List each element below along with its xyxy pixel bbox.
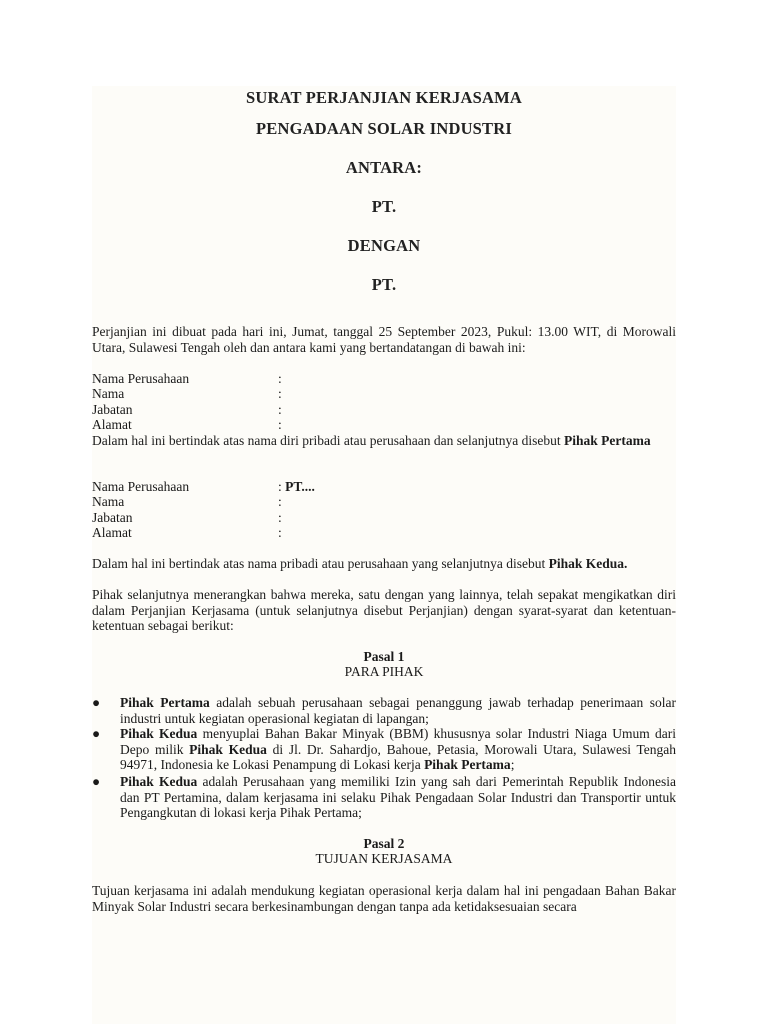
field-label: Nama Perusahaan bbox=[92, 371, 190, 386]
party-designation: Pihak Pertama bbox=[563, 433, 651, 448]
party-designation: Pihak Kedua bbox=[189, 741, 267, 757]
document-title: SURAT PERJANJIAN KERJASAMA bbox=[246, 88, 522, 107]
pasal-2-heading: TUJUAN KERJASAMA bbox=[315, 851, 453, 866]
pasal-2-paragraph: Tujuan kerjasama ini adalah mendukung kegiatan operasional kerja dalam hal ini pengadaan Bahan Bakar Minyak Solar Industri secara berkesinambungan dengan tanpa ada ketidaksesuaian secara bbox=[92, 883, 676, 914]
field-value: : bbox=[278, 402, 282, 417]
field-value: : bbox=[278, 494, 282, 509]
field-label: Jabatan bbox=[92, 510, 133, 525]
field-label: Alamat bbox=[92, 417, 132, 432]
field-label: Jabatan bbox=[92, 402, 133, 417]
document-page bbox=[92, 86, 676, 1024]
first-party-name: PT. bbox=[371, 197, 397, 216]
pasal-2-number: Pasal 2 bbox=[363, 836, 405, 851]
party-designation: Pihak Kedua. bbox=[548, 556, 628, 571]
document-subtitle: PENGADAAN SOLAR INDUSTRI bbox=[256, 119, 512, 138]
statement-text: Dalam hal ini bertindak atas nama diri pribadi atau perusahaan dan selanjutnya disebut bbox=[92, 433, 564, 448]
item-text: ; bbox=[510, 757, 515, 772]
field-value: : bbox=[278, 386, 282, 401]
field-colon: : bbox=[278, 479, 286, 494]
field-label: Nama bbox=[92, 386, 125, 401]
field-label: Nama Perusahaan bbox=[92, 479, 190, 494]
field-value: : bbox=[278, 510, 282, 525]
bullet-icon: ● bbox=[92, 774, 101, 789]
statement-text: Dalam hal ini bertindak atas nama pribadi atau perusahaan yang selanjutnya disebut bbox=[92, 556, 549, 571]
item-text: adalah Perusahaan yang memiliki Izin yang sah dari Pemerintah Republik Indonesia dan PT Pertamina, dalam kerjasama ini selaku Pihak Pengadaan Solar Industri dan Transportir untuk Pengangkutan di lokasi kerja Pihak Pertama; bbox=[120, 774, 676, 820]
field-value: : bbox=[278, 525, 282, 540]
pasal-1-number: Pasal 1 bbox=[363, 649, 405, 664]
field-label: Alamat bbox=[92, 525, 132, 540]
list-item-text bbox=[120, 726, 676, 773]
field-value bbox=[278, 479, 315, 495]
field-value: : bbox=[278, 371, 282, 386]
pasal-1-heading: PARA PIHAK bbox=[344, 664, 424, 679]
list-item-text bbox=[120, 774, 676, 821]
field-label: Nama bbox=[92, 494, 125, 509]
item-text: menyuplai Bahan Bakar Minyak (BBM) khususnya solar Industri Niaga Umum dari Depo milik bbox=[120, 726, 676, 757]
company-name: PT.... bbox=[285, 479, 315, 494]
party-designation: Pihak Pertama bbox=[424, 757, 511, 772]
field-value: : bbox=[278, 417, 282, 432]
party-designation: Pihak Kedua bbox=[120, 774, 198, 789]
party-designation: Pihak Pertama bbox=[120, 695, 210, 710]
with-label: DENGAN bbox=[347, 236, 421, 255]
between-label: ANTARA: bbox=[345, 158, 423, 177]
item-text: di Jl. Dr. Sahardjo, Bahoue, Petasia, Morowali Utara, Sulawesi Tengah 94971, Indonesia ke Lokasi Penampung di Lokasi kerja bbox=[120, 741, 676, 772]
item-text: adalah sebuah perusahaan sebagai penanggung jawab terhadap penerimaan solar industri untuk kegiatan operasional kegiatan di lapangan; bbox=[120, 695, 676, 726]
second-party-name: PT. bbox=[371, 275, 397, 294]
first-party-statement bbox=[92, 433, 676, 449]
party-designation: Pihak Kedua bbox=[120, 726, 198, 741]
list-item-text bbox=[120, 695, 676, 726]
bullet-icon: ● bbox=[92, 695, 101, 710]
agreement-paragraph: Pihak selanjutnya menerangkan bahwa mereka, satu dengan yang lainnya, telah sepakat mengikatkan diri dalam Perjanjian Kerjasama (untuk selanjutnya disebut Perjanjian) dengan syarat-syarat dan ketentuan-ketentuan sebagai berikut: bbox=[92, 587, 676, 633]
bullet-icon: ● bbox=[92, 726, 101, 741]
second-party-statement bbox=[92, 556, 676, 572]
intro-paragraph: Perjanjian ini dibuat pada hari ini, Jumat, tanggal 25 September 2023, Pukul: 13.00 WIT, di Morowali Utara, Sulawesi Tengah oleh dan antara kami yang bertandatangan di bawah ini: bbox=[92, 324, 676, 355]
